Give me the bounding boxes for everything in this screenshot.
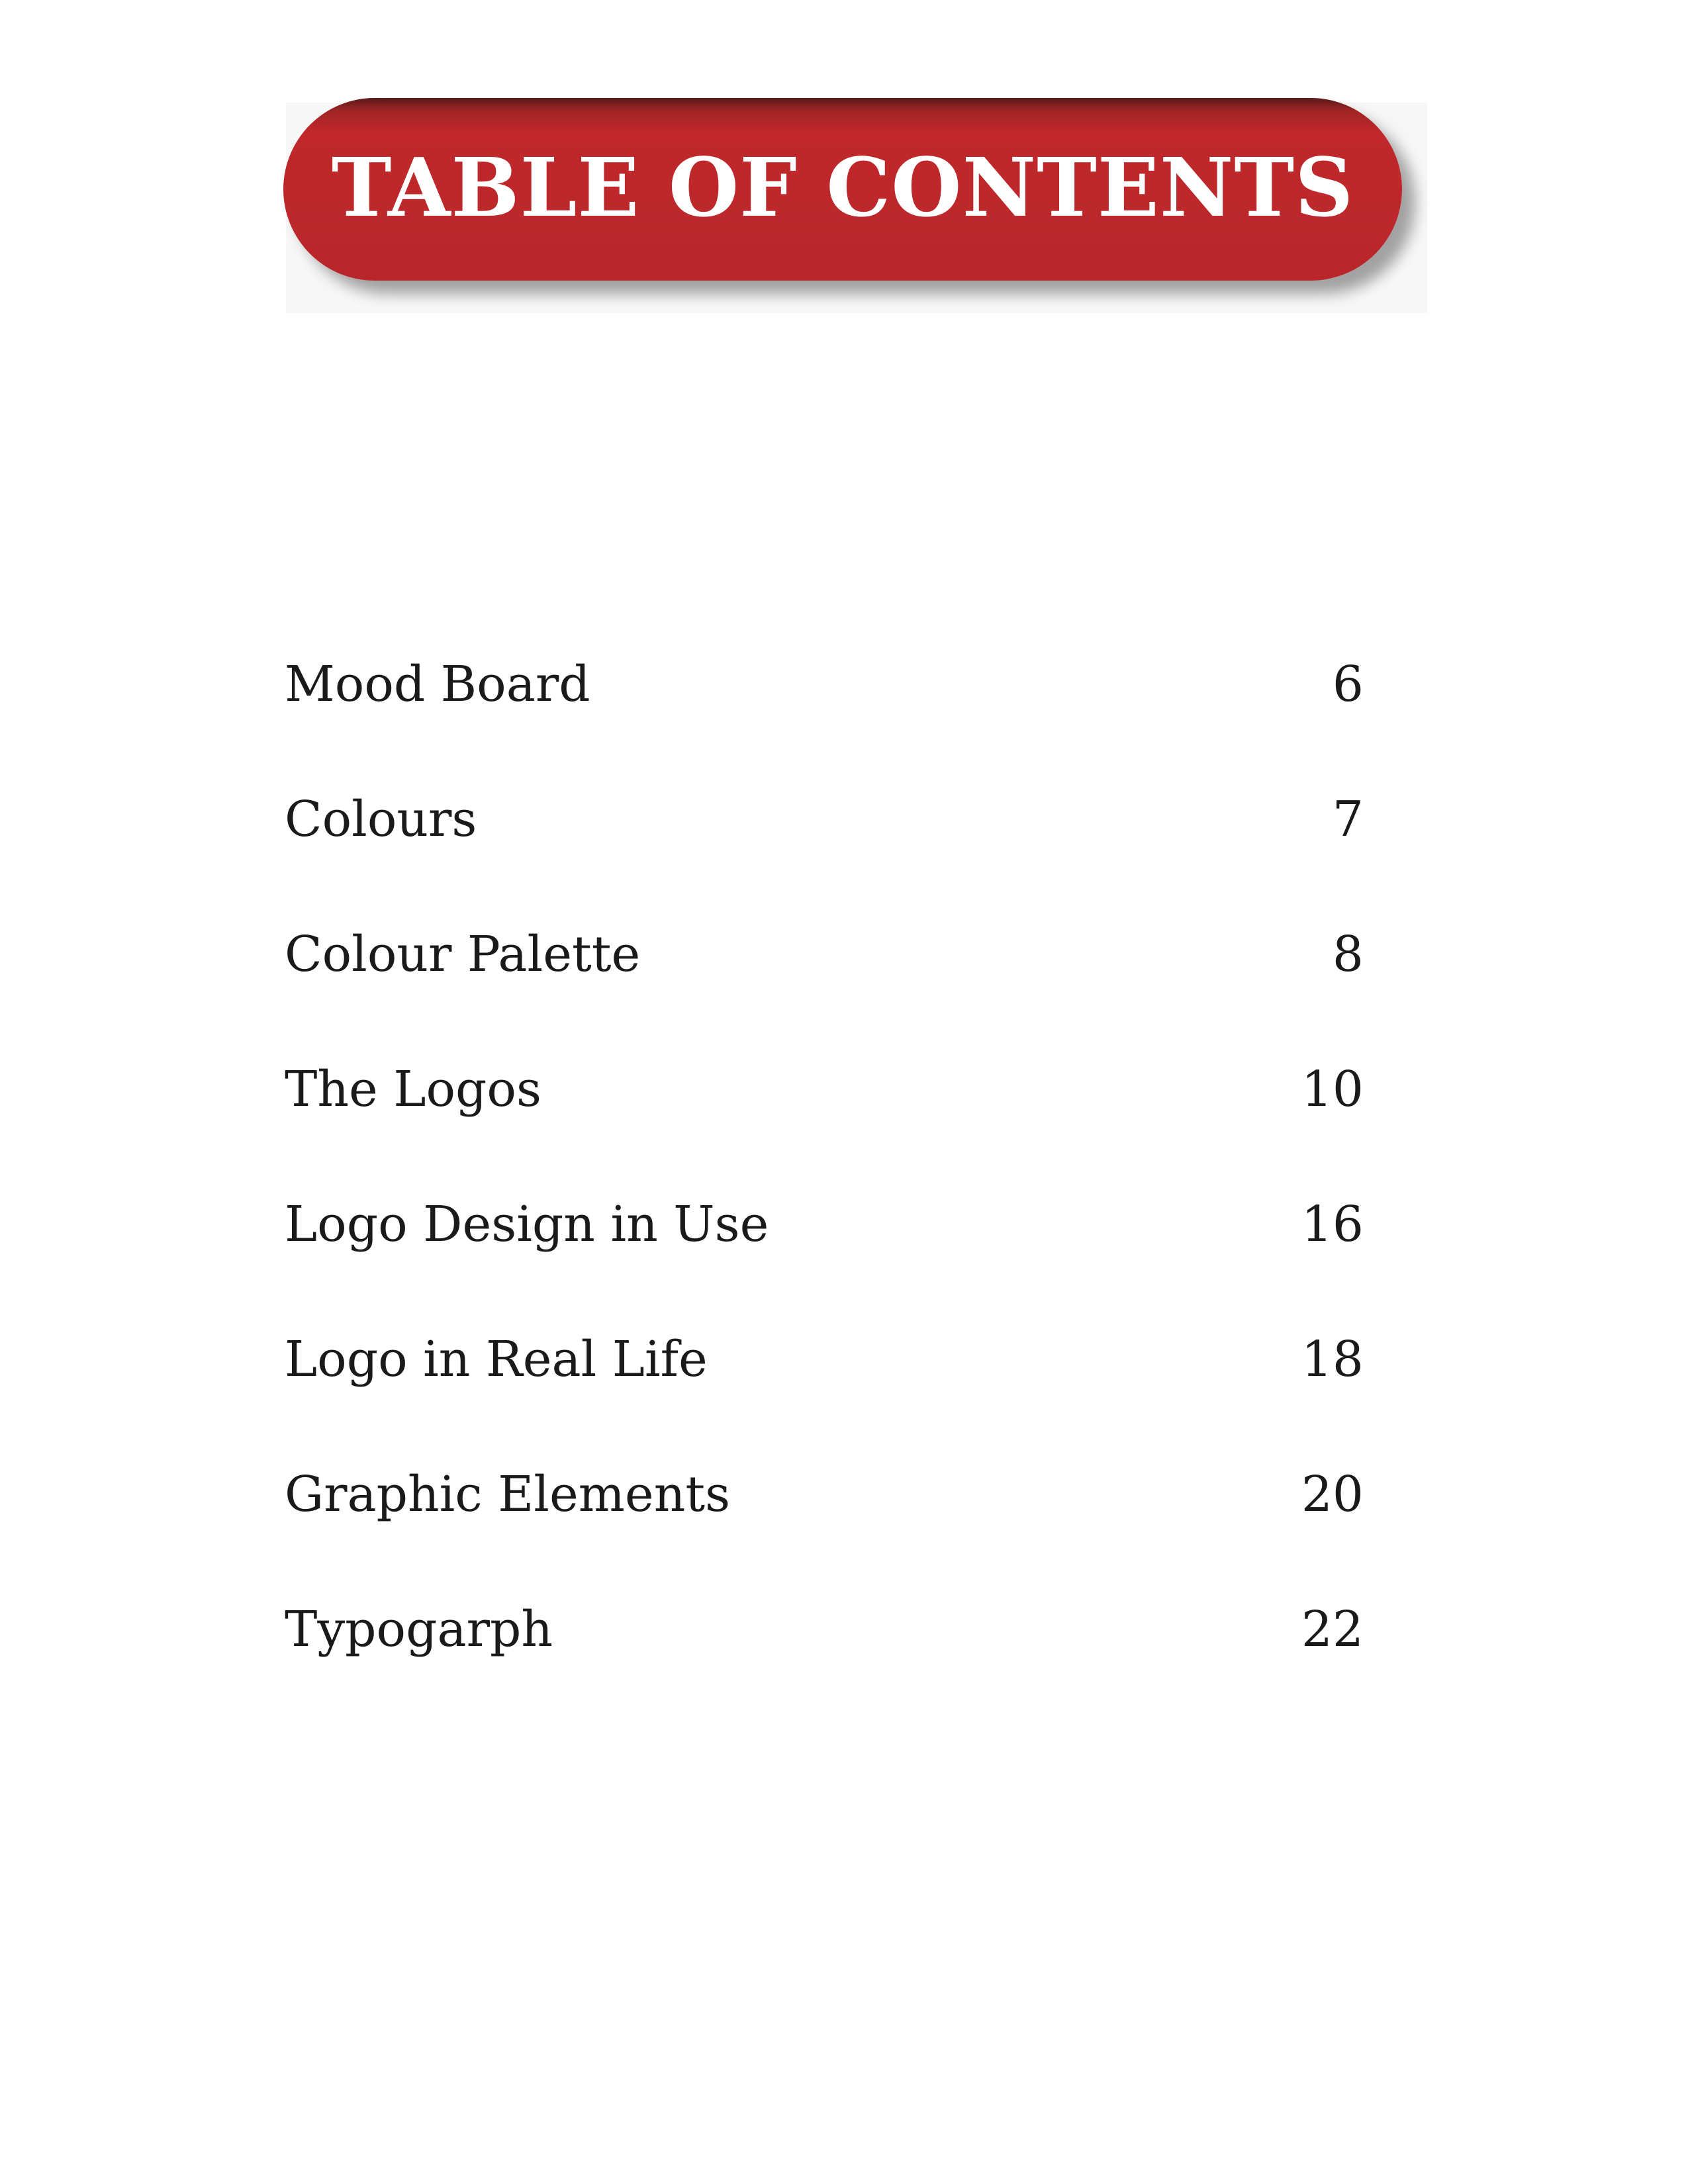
- title-banner: [283, 98, 1402, 281]
- toc-entry-label: Logo in Real Life: [285, 1331, 708, 1388]
- toc-entry-page-number: 18: [1301, 1331, 1364, 1388]
- toc-entry-label: Logo Design in Use: [285, 1196, 769, 1253]
- toc-entry[interactable]: [285, 1157, 1364, 1292]
- toc-entry-page-number: 22: [1301, 1601, 1364, 1658]
- toc-entry-label: Colours: [285, 791, 477, 848]
- toc-entry[interactable]: [285, 1022, 1364, 1157]
- toc-entry-page-number: 16: [1301, 1196, 1364, 1253]
- toc-entry[interactable]: [285, 1427, 1364, 1562]
- toc-entry[interactable]: [285, 1292, 1364, 1427]
- toc-entry-page-number: 10: [1301, 1061, 1364, 1118]
- toc-entry-label: Graphic Elements: [285, 1466, 731, 1523]
- toc-entry-label: The Logos: [285, 1061, 541, 1118]
- toc-entry-page-number: 7: [1332, 791, 1364, 848]
- toc-entry-page-number: 8: [1332, 926, 1364, 983]
- toc-entry[interactable]: [285, 752, 1364, 887]
- toc-entry-label: Mood Board: [285, 656, 590, 713]
- toc-entry-label: Typogarph: [285, 1601, 553, 1658]
- toc-entry[interactable]: [285, 1562, 1364, 1697]
- page-title: TABLE OF CONTENTS: [331, 140, 1354, 235]
- toc-entry-page-number: 6: [1332, 656, 1364, 713]
- toc-entry[interactable]: [285, 887, 1364, 1022]
- toc-entry[interactable]: [285, 617, 1364, 752]
- table-of-contents: [285, 617, 1364, 1697]
- toc-entry-page-number: 20: [1301, 1466, 1364, 1523]
- toc-entry-label: Colour Palette: [285, 926, 641, 983]
